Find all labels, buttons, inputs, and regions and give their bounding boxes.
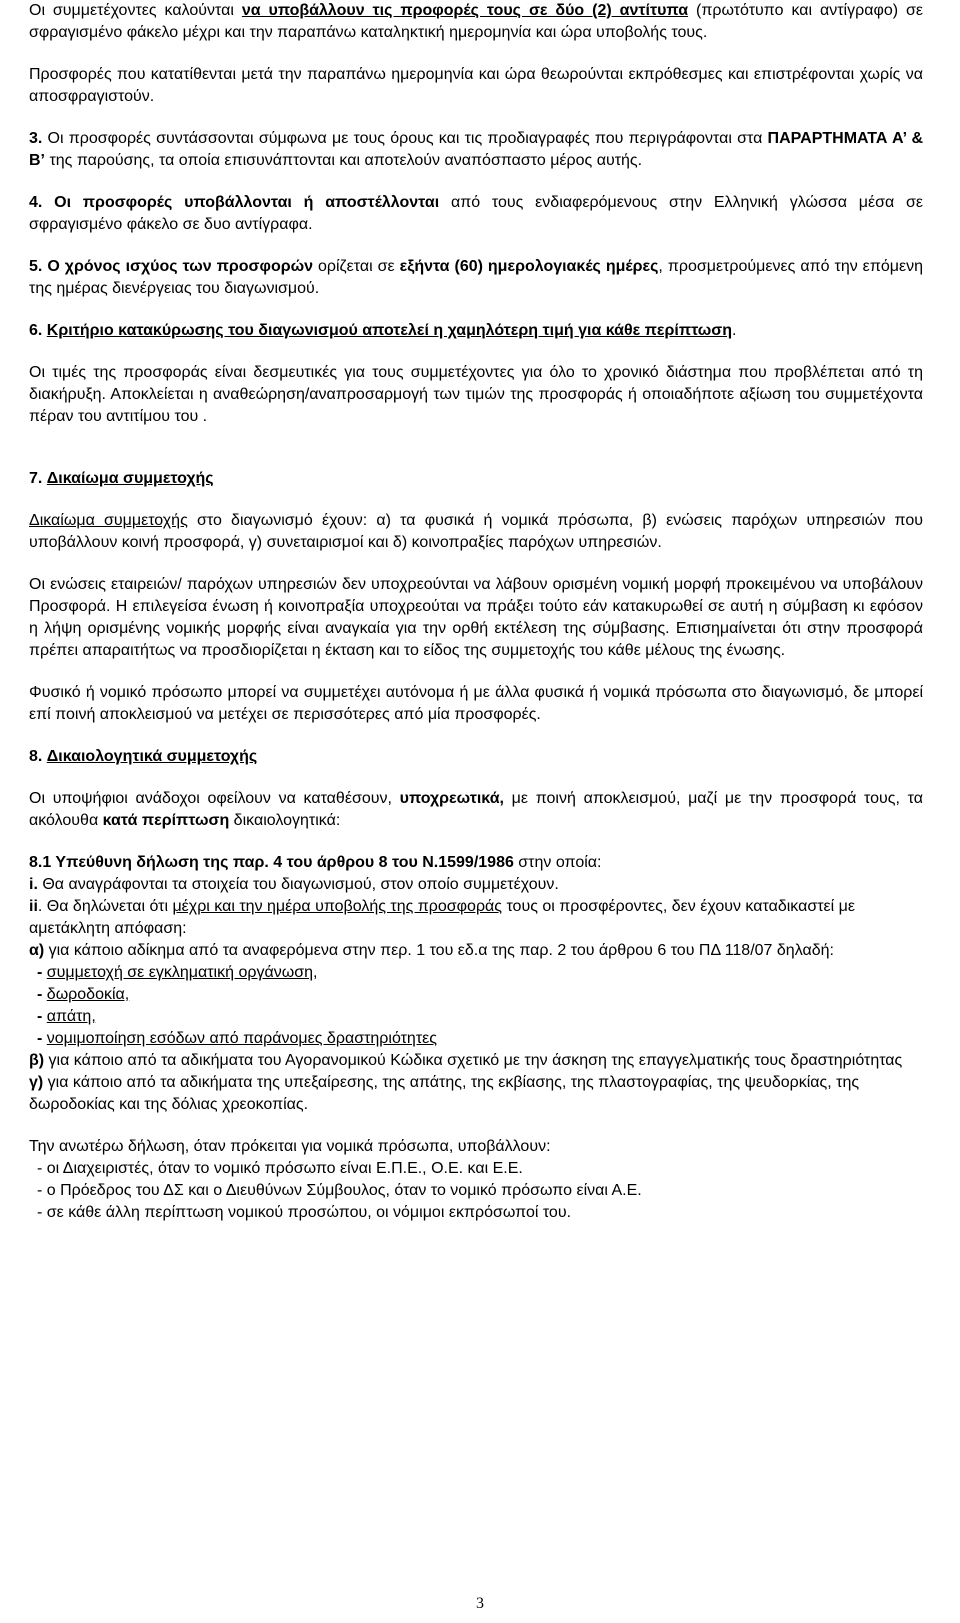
section-8-1-heading xyxy=(29,852,923,874)
underlined-run: δωροδοκία, xyxy=(46,986,130,1003)
item-i xyxy=(29,874,923,896)
closing-item: - ο Πρόεδρος του ΔΣ και ο Διευθύνων Σύμβουλος, όταν το νομικό πρόσωπο είναι Α.Ε. xyxy=(37,1182,642,1199)
section-number: 7. xyxy=(29,470,43,487)
item-label: γ) xyxy=(29,1074,44,1091)
item-ii xyxy=(29,896,923,940)
vertical-spacer xyxy=(29,448,923,468)
dash-marker: - xyxy=(37,986,47,1003)
text-run: Οι προσφορές συντάσσονται σύμφωνα με τους όρους και τις προδιαγραφές που περιγράφονται στα xyxy=(42,130,768,147)
vertical-spacer xyxy=(29,1116,923,1136)
emphasis-run: εξήντα (60) ημερολογιακές ημέρες xyxy=(399,258,659,275)
dash-marker: - xyxy=(37,964,47,981)
text-run: . xyxy=(732,322,737,339)
item-label: ii xyxy=(29,898,38,915)
text-run: τους οι προσφέροντες, δεν έχουν καταδικαστεί με αμετάκλητη απόφαση: xyxy=(29,898,856,937)
text-run: στην οποία: xyxy=(513,854,602,871)
section-6-body: Οι τιμές της προσφοράς είναι δεσμευτικές για τους συμμετέχοντες για όλο το χρονικό διάστημα που προβλέπεται από τη διακήρυξη. Αποκλείεται η αναθεώρηση/αναπροσαρμογή των τιμών της προσφοράς ή οποιαδήποτε αξίωση του συμμετέχοντα πέραν του αντιτίμου του . xyxy=(29,364,923,425)
underlined-run: νομιμοποίηση εσόδων από παράνομες δραστηριότητες xyxy=(46,1030,437,1047)
section-4-paragraph xyxy=(29,192,923,236)
item-a xyxy=(29,940,923,962)
list-item xyxy=(29,1006,923,1028)
offence-list xyxy=(29,962,923,1050)
item-label: i. xyxy=(29,876,38,893)
section-7-paragraph-3: Φυσικό ή νομικό πρόσωπο μπορεί να συμμετέχει αυτόνομα ή με άλλα φυσικά ή νομικά πρόσωπα στο διαγωνισμό, δε μπορεί επί ποινή αποκλεισμού να μετέχει σε περισσότερες από μία προσφορές. xyxy=(29,684,923,723)
intro-paragraph-1 xyxy=(29,0,923,44)
emphasis-run: ΠΑΡΑΡΤΗΜΑΤΑ Α’ & Β’ xyxy=(29,130,923,169)
item-label: β) xyxy=(29,1052,45,1069)
text-run: για κάποιο από τα αδικήματα του Αγορανομικού Κώδικα σχετικό με την άσκηση της επαγγελματικής τους δραστηριότητας xyxy=(44,1052,903,1069)
underlined-run: απάτη, xyxy=(46,1008,96,1025)
dash-marker: - xyxy=(37,1030,47,1047)
intro-paragraph-2: Προσφορές που κατατίθενται μετά την παραπάνω ημερομηνία και ώρα θεωρούνται εκπρόθεσμες και επιστρέφονται χωρίς να αποσφραγιστούν. xyxy=(29,66,923,105)
underlined-run: Δικαίωμα συμμετοχής xyxy=(29,512,188,529)
item-label: α) xyxy=(29,942,45,959)
list-item xyxy=(29,962,923,984)
text-run: (πρωτότυπο και αντίγραφο) σε σφραγισμένο φάκελο μέχρι και την παραπάνω καταληκτική ημερομηνία και ώρα υποβολής τους. xyxy=(29,2,924,41)
section-8-title: Δικαιολογητικά συμμετοχής xyxy=(46,748,258,765)
closing-intro: Την ανωτέρω δήλωση, όταν πρόκειται για νομικά πρόσωπα, υποβάλλουν: xyxy=(29,1138,551,1155)
text-run: για κάποιο αδίκημα από τα αναφερόμενα στην περ. 1 του εδ.α της παρ. 2 του άρθρου 6 του ΠΔ 118/07 δηλαδή: xyxy=(44,942,834,959)
section-number: 3. xyxy=(29,130,43,147)
section-6-title: Κριτήριο κατακύρωσης του διαγωνισμού αποτελεί η χαμηλότερη τιμή για κάθε περίπτωση xyxy=(46,322,733,339)
text-run: Οι συμμετέχοντες καλούνται xyxy=(29,2,242,19)
closing-item: - σε κάθε άλλη περίπτωση νομικού προσώπου, οι νόμιμοι εκπρόσωποί του. xyxy=(37,1204,572,1221)
section-3-paragraph xyxy=(29,128,923,172)
emphasis-run: 5. Ο χρόνος ισχύος των προσφορών xyxy=(29,258,314,275)
underlined-run: συμμετοχή σε εγκληματική οργάνωση, xyxy=(46,964,318,981)
section-7-title: Δικαίωμα συμμετοχής xyxy=(46,470,214,487)
text-run: στο διαγωνισμό έχουν: α) τα φυσικά ή νομικά πρόσωπα, β) ενώσεις παρόχων υπηρεσιών που υποβάλλουν κοινή προσφορά, γ) συνεταιρισμοί και δ) κοινοπραξίες παρόχων υπηρεσιών. xyxy=(29,512,923,551)
emphasis-run: κατά περίπτωση xyxy=(102,812,230,829)
emphasis-run: να υποβάλλουν τις προφορές τους σε δύο (2) αντίτυπα xyxy=(241,2,689,19)
section-number: 8. xyxy=(29,748,43,765)
text-run: ορίζεται σε xyxy=(313,258,400,275)
section-8-paragraph-1 xyxy=(29,788,923,832)
text-run: με ποινή αποκλεισμού, μαζί με την προσφορά τους, τα ακόλουθα xyxy=(29,790,923,829)
closing-block xyxy=(29,1136,923,1224)
list-item xyxy=(29,984,923,1006)
text-run: από τους ενδιαφερόμενους στην Ελληνική γλώσσα μέσα σε σφραγισμένο φάκελο σε δυο αντίγραφα. xyxy=(29,194,924,233)
section-number: 6. xyxy=(29,322,43,339)
section-5-paragraph xyxy=(29,256,923,300)
section-6-heading xyxy=(29,320,923,342)
text-run: για κάποιο από τα αδικήματα της υπεξαίρεσης, της απάτης, της εκβίασης, της πλαστογραφίας, της ψευδορκίας, της δωροδοκίας και της δόλιας χρεοκοπίας. xyxy=(29,1074,860,1113)
item-c xyxy=(29,1072,923,1116)
section-8-1-title: 8.1 Υπεύθυνη δήλωση της παρ. 4 του άρθρου 8 του Ν.1599/1986 xyxy=(29,854,514,871)
page-number: 3 xyxy=(476,1595,484,1612)
underlined-run: μέχρι και την ημέρα υποβολής της προσφοράς xyxy=(172,898,503,915)
text-run: , προσμετρούμενες από την επόμενη της ημέρας διενέργειας του διαγωνισμού. xyxy=(29,258,924,297)
text-run: της παρούσης, τα οποία επισυνάπτονται και αποτελούν αναπόσπαστο μέρος αυτής. xyxy=(45,152,643,169)
text-run: Οι υποψήφιοι ανάδοχοι οφείλουν να καταθέσουν, xyxy=(29,790,400,807)
section-7-paragraph-2: Οι ενώσεις εταιρειών/ παρόχων υπηρεσιών δεν υποχρεούνται να λάβουν ορισμένη νομική μορφή προκειμένου να υποβάλουν Προσφορά. Η επιλεγείσα ένωση ή κοινοπραξία υποχρεούται να πράξει τούτο εάν κατακυρωθεί σε αυτή η σύμβαση κι εφόσον η λήψη ορισμένης νομικής μορφής είναι αναγκαία για την ορθή εκτέλεση της σύμβασης. Επισημαίνεται ότι στην προσφορά πρέπει απαραιτήτως να προσδιορίζεται η έκταση και το είδος της συμμετοχής του κάθε μέλους της ένωσης. xyxy=(29,576,923,659)
item-b xyxy=(29,1050,923,1072)
emphasis-run: 4. Οι προσφορές υποβάλλονται ή αποστέλλονται xyxy=(29,194,440,211)
section-8-heading xyxy=(29,746,923,768)
closing-item: - οι Διαχειριστές, όταν το νομικό πρόσωπο είναι Ε.Π.Ε., Ο.Ε. και Ε.Ε. xyxy=(37,1160,523,1177)
section-7-heading xyxy=(29,468,923,490)
document-page xyxy=(29,0,923,1224)
emphasis-run: υποχρεωτικά, xyxy=(399,790,504,807)
text-run: Θα αναγράφονται τα στοιχεία του διαγωνισμού, στον οποίο συμμετέχουν. xyxy=(37,876,559,893)
section-8-1-block xyxy=(29,852,923,1116)
dash-marker: - xyxy=(37,1008,47,1025)
section-7-paragraph-1 xyxy=(29,510,923,554)
list-item xyxy=(29,1028,923,1050)
text-run: . Θα δηλώνεται ότι xyxy=(37,898,173,915)
text-run: δικαιολογητικά: xyxy=(229,812,341,829)
